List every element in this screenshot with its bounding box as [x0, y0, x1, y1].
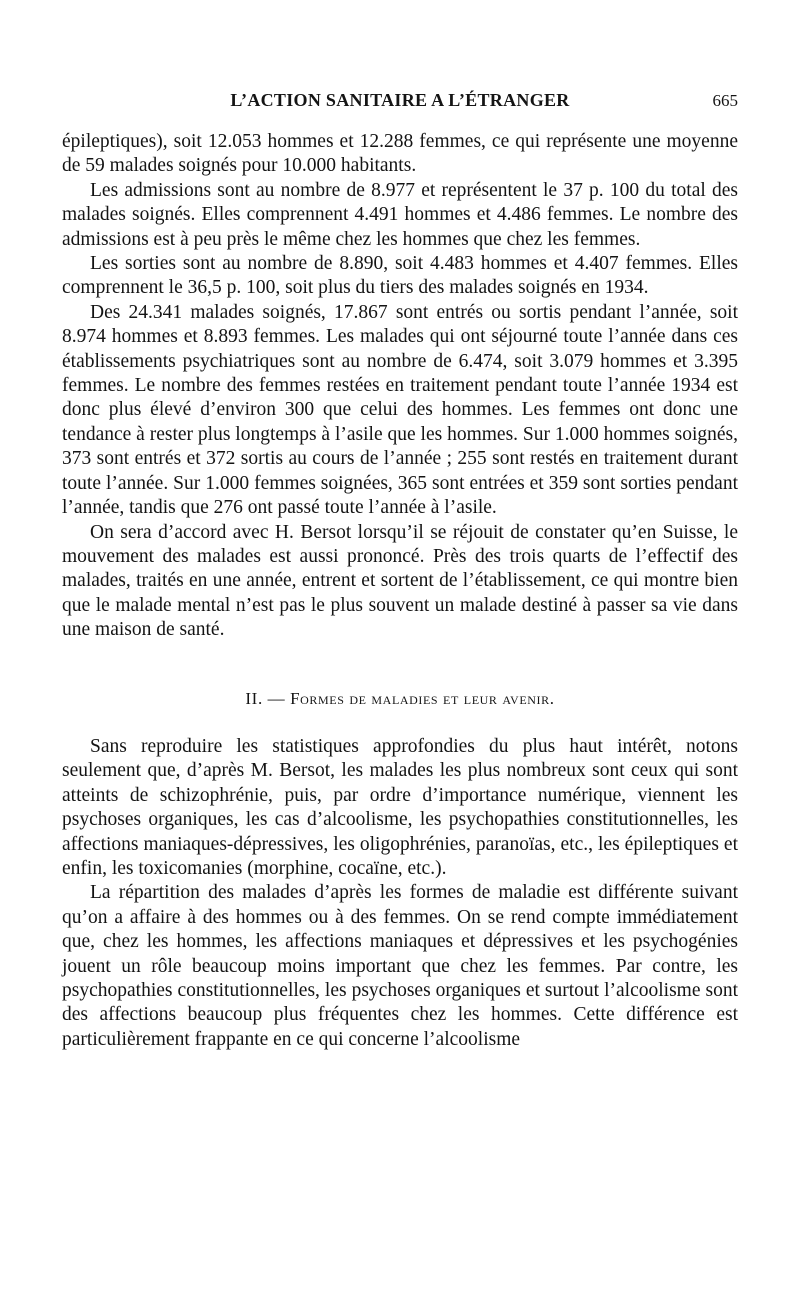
running-head — [62, 90, 738, 116]
paragraph-sorties: Les sorties sont au nombre de 8.890, soit 4.483 hommes et 4.407 femmes. Elles comprennent le 36,5 p. 100, soit plus du tiers des malades soignés en 1934. — [62, 253, 738, 299]
section-number: II. — — [245, 688, 286, 708]
paragraph-admissions: Les admissions sont au nombre de 8.977 et représentent le 37 p. 100 du total des malades soignés. Elles comprennent 4.491 hommes et 4.486 femmes. Le nombre des admissions est à peu près le même chez les hommes que chez les femmes. — [62, 179, 738, 250]
running-title: L’ACTION SANITAIRE A L’ÉTRANGER — [230, 90, 570, 110]
section-title: Formes de maladies et leur avenir. — [290, 688, 555, 708]
paragraph-repartition: La répartition des malades d’après les formes de maladie est différente suivant qu’on a affaire à des hommes ou à des femmes. On se rend compte immédiatement que, chez les hommes, les affections maniaques et dépressives et les psychogénies jouent un rôle beaucoup moins important que chez les femmes. Par contre, les psychopathies constitutionnelles, les psychoses organiques et surtout l’alcoolisme sont des affections beaucoup plus fréquentes chez les hommes. Cette différence est particulièrement frappante en ce qui concerne l’alcoolisme — [62, 882, 738, 1050]
body-text — [62, 130, 738, 1052]
paragraph-statistiques: Sans reproduire les statistiques approfondies du plus haut intérêt, notons seulement que, d’après M. Bersot, les malades les plus nombreux sont ceux qui sont atteints de schizophrénie, puis, par ordre d’importance numérique, viennent les psychoses organiques, les cas d’alcoolisme, les psychopathies constitutionnelles, les affections maniaques-dépressives, les oligophrénies, paranoïas, etc., les épileptiques et enfin, les toxicomanies (morphine, cocaïne, etc.). — [62, 735, 738, 879]
paragraph-bersot: On sera d’accord avec H. Bersot lorsqu’il se réjouit de constater qu’en Suisse, le mouvement des malades est aussi prononcé. Près des trois quarts de l’effectif des malades, traités en une année, entrent et sortent de l’établissement, ce qui montre bien que le malade mental n’est pas le plus souvent un malade destiné à passer sa vie dans une maison de santé. — [62, 521, 738, 641]
section-heading — [62, 687, 738, 711]
paragraph-continued: épileptiques), soit 12.053 hommes et 12.288 femmes, ce qui représente une moyenne de 59 malades soignés pour 10.000 habitants. — [62, 131, 738, 177]
paragraph-malades-soignes: Des 24.341 malades soignés, 17.867 sont entrés ou sortis pendant l’année, soit 8.974 hommes et 8.893 femmes. Les malades qui ont séjourné toute l’année dans ces établissements psychiatriques sont au nombre de 6.474, soit 3.079 hommes et 3.395 femmes. Le nombre des femmes restées en traitement pendant toute l’année 1934 est donc plus élevé d’environ 300 que celui des hommes. Les femmes ont donc une tendance à rester plus longtemps à l’asile que les hommes. Sur 1.000 hommes soignés, 373 sont entrés et 372 sortis au cours de l’année ; 255 sont restés en traitement durant toute l’année. Sur 1.000 femmes soignées, 365 sont entrées et 359 sont sorties pendant l’année, tandis que 276 ont passé toute l’année à l’asile. — [62, 301, 738, 519]
page-number: 665 — [712, 91, 738, 110]
